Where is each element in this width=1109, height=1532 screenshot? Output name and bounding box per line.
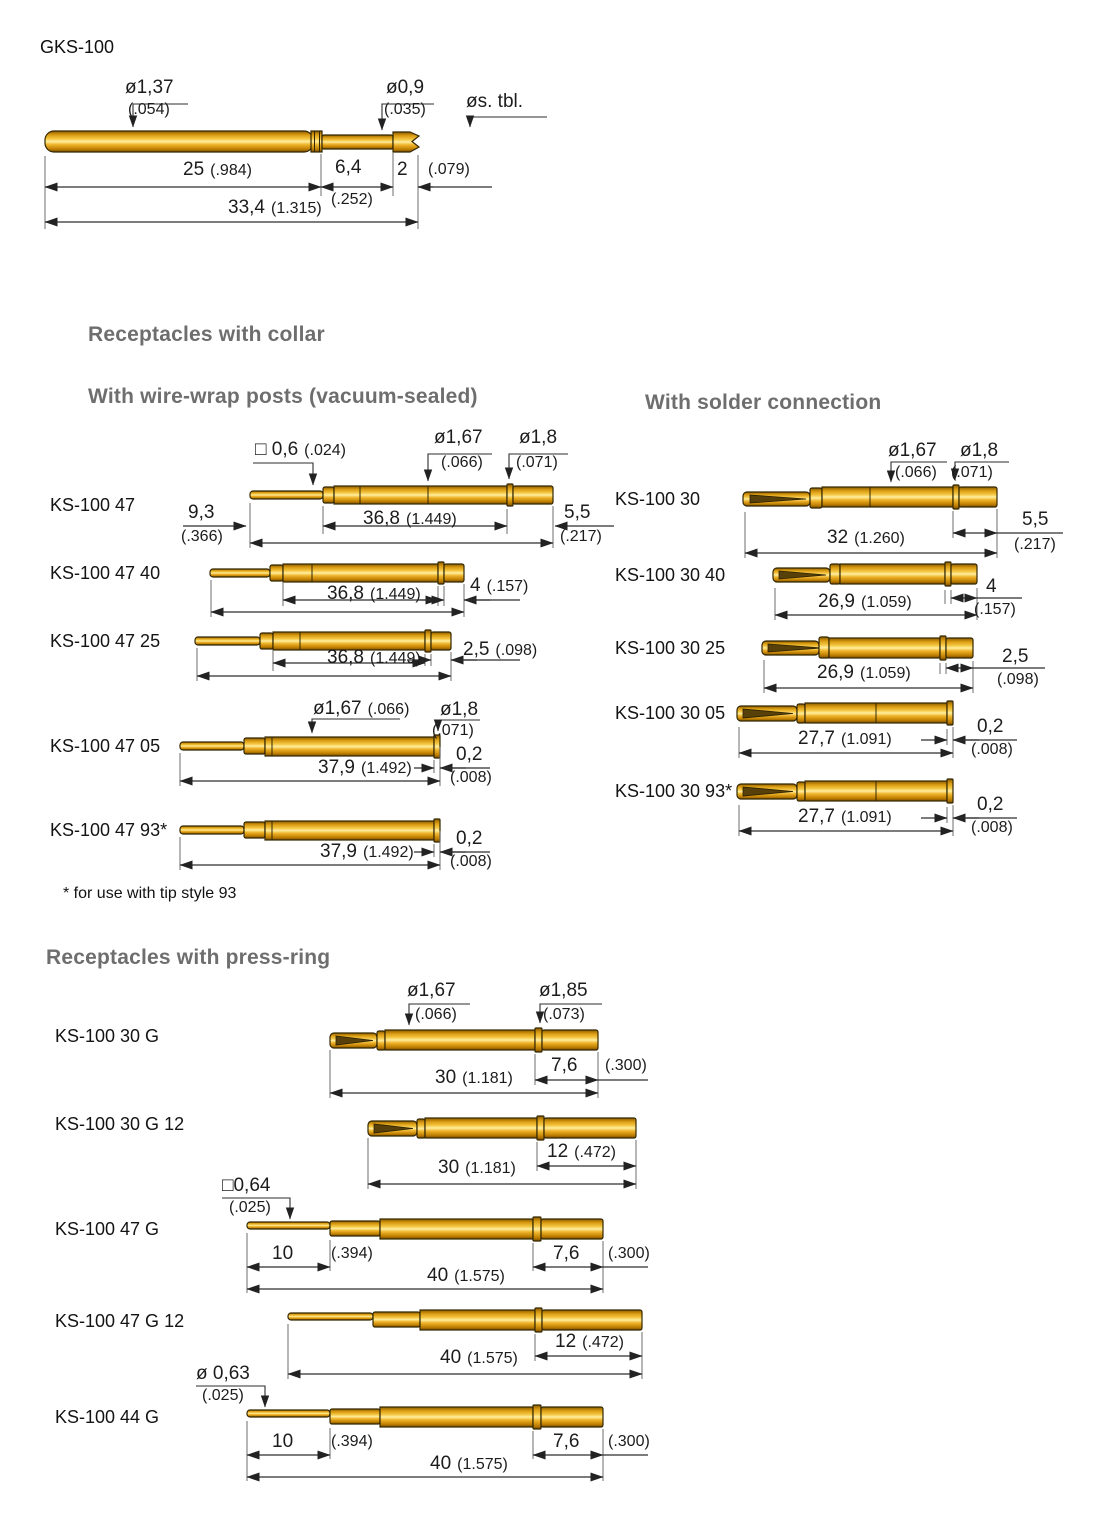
row-label-ks-100-47-g-12: KS-100 47 G 12 <box>55 1311 185 1331</box>
square-post-label: □0,64 <box>222 1175 271 1196</box>
square-post-label: □ 0,6 (.024) <box>255 439 346 460</box>
row-label-ks-100-44-g: KS-100 44 G <box>55 1407 160 1427</box>
dim-label: 7,6 <box>553 1431 580 1452</box>
dim-label: 0,2 <box>977 794 1004 815</box>
dia-label-inch: (.035) <box>384 101 426 118</box>
length-label: 37,9 (1.492) <box>320 841 414 862</box>
length-label: 36,8 (1.449) <box>327 647 421 668</box>
dia-label-inch: (.073) <box>543 1006 585 1023</box>
dim-label: 7,6 <box>551 1055 578 1076</box>
dia-label: ø1,67 <box>407 980 456 1001</box>
length-label: 30 (1.181) <box>438 1157 516 1178</box>
length-label: 40 (1.575) <box>427 1265 505 1286</box>
length-label: 30 (1.181) <box>435 1067 513 1088</box>
length-label: 27,7 (1.091) <box>798 806 892 827</box>
dim-label-inch: (.252) <box>331 191 373 208</box>
dia-label-inch: (.066) <box>415 1006 457 1023</box>
dim-label-inch: (.217) <box>1014 536 1056 553</box>
crown-tip <box>393 132 419 152</box>
row-label-ks-100-30-25: KS-100 30 25 <box>615 638 726 658</box>
dia-label-table-ref: øs. tbl. <box>466 91 524 112</box>
dia-label: ø1,8 <box>960 440 999 461</box>
dia-label-inch: (.071) <box>516 454 558 471</box>
dim-label-inch: (.300) <box>605 1057 647 1074</box>
dim-label-inch: (.008) <box>971 819 1013 836</box>
length-label: 26,9 (1.059) <box>817 662 911 683</box>
row-label-ks-100-30-g: KS-100 30 G <box>55 1026 160 1046</box>
dim-label: 2,5 <box>1002 646 1029 667</box>
row-label-ks-100-47-25: KS-100 47 25 <box>50 631 161 651</box>
dim-label-inch: (.394) <box>331 1433 373 1450</box>
row-label-ks-100-30-05: KS-100 30 05 <box>615 703 726 723</box>
dim-label-inch: (.008) <box>971 741 1013 758</box>
footnote: * for use with tip style 93 <box>63 885 237 902</box>
dim-label: 7,6 <box>553 1243 580 1264</box>
dim-label: 6,4 <box>335 157 362 178</box>
dim-label: 33,4 (1.315) <box>228 197 322 218</box>
dia-label: ø1,8 <box>519 427 558 448</box>
dim-label: 25 (.984) <box>183 159 252 180</box>
length-label: 32 (1.260) <box>827 527 905 548</box>
dia-label-inch: (.025) <box>202 1387 244 1404</box>
dim-label: 2,5 (.098) <box>463 639 538 660</box>
row-label-ks-100-30-g-12: KS-100 30 G 12 <box>55 1114 185 1134</box>
dia-label: ø1,85 <box>539 980 588 1001</box>
dia-label-inch: (.066) <box>895 464 937 481</box>
dia-label: ø1,37 <box>125 77 174 98</box>
dia-label: ø1,8 <box>440 699 479 720</box>
dim-label-inch: (.157) <box>974 601 1016 618</box>
dim-label: 12 (.472) <box>555 1331 624 1352</box>
dim-label-inch: (.300) <box>608 1245 650 1262</box>
square-post-label-inch: (.025) <box>229 1199 271 1216</box>
dim-label-inch: (.394) <box>331 1245 373 1262</box>
dim-label-inch: (.366) <box>181 528 223 545</box>
dia-label: ø 0,63 <box>196 1363 250 1384</box>
dim-label: 9,3 <box>188 502 215 523</box>
dia-label-inch: (.071) <box>951 464 993 481</box>
dim-label-inch: (.300) <box>608 1433 650 1450</box>
row-label-ks-100-47-05: KS-100 47 05 <box>50 736 161 756</box>
length-label: 27,7 (1.091) <box>798 728 892 749</box>
length-label: 37,9 (1.492) <box>318 757 412 778</box>
dim-label: 0,2 <box>977 716 1004 737</box>
dim-label: 12 (.472) <box>547 1141 616 1162</box>
dim-label: 0,2 <box>456 828 483 849</box>
dim-label: 5,5 <box>564 502 591 523</box>
dim-label: 10 <box>272 1431 294 1452</box>
length-label: 36,8 (1.449) <box>327 583 421 604</box>
dia-label: ø0,9 <box>386 77 425 98</box>
page-title: GKS-100 <box>40 37 115 57</box>
row-label-ks-100-47-93: KS-100 47 93* <box>50 820 168 840</box>
length-label: 26,9 (1.059) <box>818 591 912 612</box>
row-label-ks-100-30-93: KS-100 30 93* <box>615 781 733 801</box>
dia-label-inch: (.054) <box>128 101 170 118</box>
length-label: 36,8 (1.449) <box>363 508 457 529</box>
dia-label-inch: (.066) <box>441 454 483 471</box>
section-heading-collar: Receptacles with collar <box>88 323 325 346</box>
dim-label-inch: (.079) <box>428 161 470 178</box>
length-label: 40 (1.575) <box>440 1347 518 1368</box>
row-label-ks-100-30: KS-100 30 <box>615 489 701 509</box>
dim-label: 4 (.157) <box>470 575 529 596</box>
dim-label: 5,5 <box>1022 509 1049 530</box>
dim-label: 4 <box>986 576 997 597</box>
dia-label: ø1,67 <box>434 427 483 448</box>
dim-label-inch: (.217) <box>560 528 602 545</box>
dia-label: ø1,67 <box>888 440 937 461</box>
dim-label-inch: (.098) <box>997 671 1039 688</box>
dim-label-inch: (.008) <box>450 769 492 786</box>
row-label-ks-100-30-40: KS-100 30 40 <box>615 565 726 585</box>
row-label-ks-100-47: KS-100 47 <box>50 495 136 515</box>
length-label: 40 (1.575) <box>430 1453 508 1474</box>
row-label-ks-100-47-40: KS-100 47 40 <box>50 563 161 583</box>
probe-ks-100-44-g <box>196 1386 648 1481</box>
subheading-wirewrap: With wire-wrap posts (vacuum-sealed) <box>88 385 478 408</box>
subheading-solder: With solder connection <box>645 391 882 414</box>
dim-label: 0,2 <box>456 744 483 765</box>
dia-label: ø1,67 (.066) <box>313 698 410 719</box>
dim-label: 2 <box>397 159 408 180</box>
dim-label-inch: (.008) <box>450 853 492 870</box>
section-heading-pressring: Receptacles with press-ring <box>46 946 331 969</box>
dim-label: 10 <box>272 1243 294 1264</box>
dia-label-inch: (.071) <box>432 722 474 739</box>
row-label-ks-100-47-g: KS-100 47 G <box>55 1219 160 1239</box>
